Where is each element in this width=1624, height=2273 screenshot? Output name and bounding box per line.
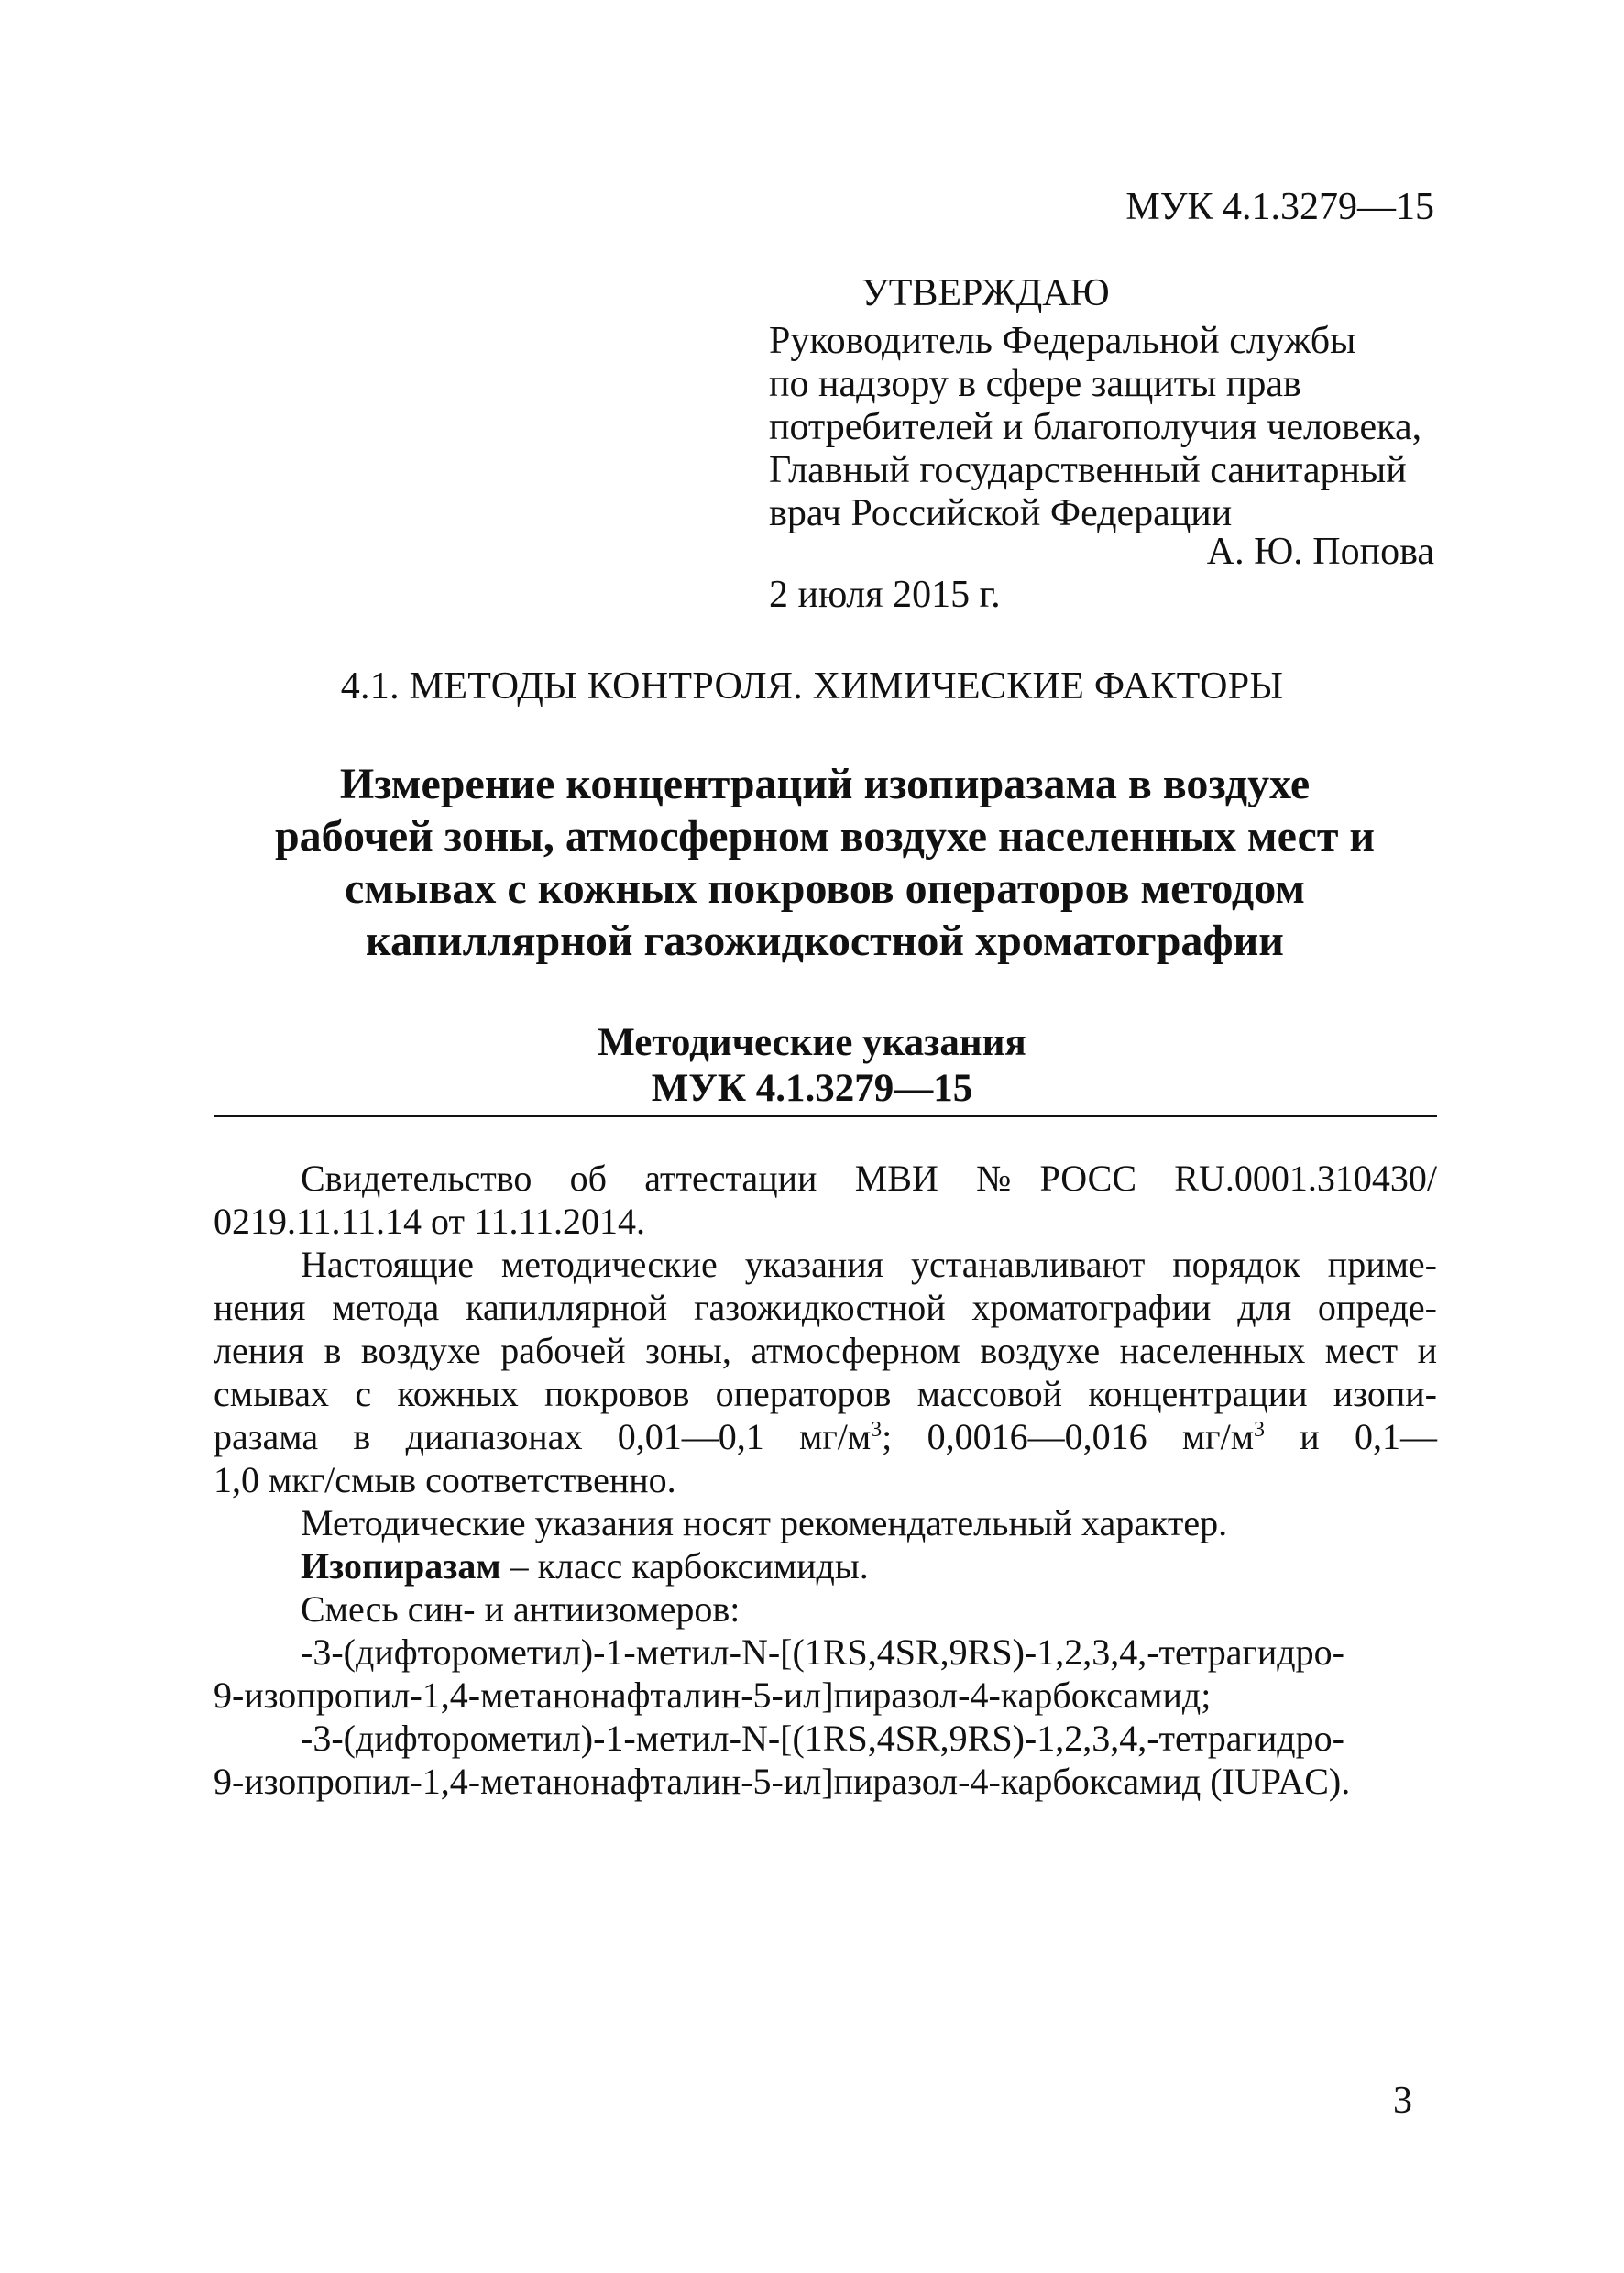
text-fragment: и 0,1— xyxy=(1265,1416,1437,1457)
paragraph-line: -3-(дифторометил)-1-метил-N-[(1RS,4SR,9RS)-1,2,3,4,-тетрагидро- xyxy=(301,1718,1344,1759)
document-type-code: МУК 4.1.3279—15 xyxy=(651,1067,973,1110)
text-fragment: – класс карбоксимиды. xyxy=(500,1545,869,1587)
superscript: 3 xyxy=(1254,1418,1266,1442)
title-line: смывах с кожных покровов операторов методом xyxy=(344,864,1305,913)
paragraph-line: 1,0 мкг/смыв соответственно. xyxy=(214,1459,676,1500)
approval-line: по надзору в сфере защиты прав xyxy=(769,363,1301,405)
approval-line: врач Российской Федерации xyxy=(769,492,1233,534)
signer-name: А. Ю. Попова xyxy=(1206,531,1434,573)
paragraph-line: Смесь син- и антиизомеров: xyxy=(301,1588,741,1630)
title-line: Измерение концентраций изопиразама в воздухе xyxy=(339,760,1311,808)
approval-line: Главный государственный санитарный xyxy=(769,449,1407,491)
paragraph-line: 9-изопропил-1,4-метанонафталин-5-ил]пиразол-4-карбоксамид (IUPAC). xyxy=(214,1761,1351,1802)
title-line: рабочей зоны, атмосферном воздухе населенных мест и xyxy=(274,812,1376,861)
paragraph-line: смывах с кожных покровов операторов массовой концентрации изопи- xyxy=(214,1373,1437,1414)
section-heading: 4.1. МЕТОДЫ КОНТРОЛЯ. ХИМИЧЕСКИЕ ФАКТОРЫ xyxy=(340,665,1284,708)
approval-line: Руководитель Федеральной службы xyxy=(769,320,1356,362)
approval-heading: УТВЕРЖДАЮ xyxy=(861,272,1110,314)
text-fragment: ; 0,0016—0,016 мг/м xyxy=(882,1416,1255,1457)
approval-date: 2 июля 2015 г. xyxy=(769,574,1001,616)
paragraph-line: нения метода капиллярной газожидкостной хроматографии для опреде- xyxy=(214,1287,1437,1328)
paragraph-line: 9-изопропил-1,4-метанонафталин-5-ил]пиразол-4-карбоксамид; xyxy=(214,1675,1212,1716)
paragraph-line: Настоящие методические указания устанавливают порядок приме- xyxy=(301,1244,1437,1285)
certificate-line: 0219.11.11.14 от 11.11.2014. xyxy=(214,1201,646,1242)
document-code: МУК 4.1.3279—15 xyxy=(1125,186,1434,228)
title-line: капиллярной газожидкостной хроматографии xyxy=(366,917,1284,965)
superscript: 3 xyxy=(871,1418,883,1442)
paragraph-line xyxy=(301,1544,869,1587)
approval-line: потребителей и благополучия человека, xyxy=(769,406,1422,448)
paragraph-line: -3-(дифторометил)-1-метил-N-[(1RS,4SR,9RS)-1,2,3,4,-тетрагидро- xyxy=(301,1631,1344,1673)
substance-name: Изопиразам xyxy=(301,1545,501,1587)
paragraph-line: Методические указания носят рекомендательный характер. xyxy=(301,1502,1228,1543)
page-number: 3 xyxy=(1393,2080,1412,2122)
text-fragment: разама в диапазонах 0,01—0,1 мг/м xyxy=(214,1416,872,1457)
document-type xyxy=(0,1020,1624,1112)
paragraph-line: ления в воздухе рабочей зоны, атмосферном воздухе населенных мест и xyxy=(214,1330,1437,1371)
document-title xyxy=(183,758,1466,967)
paragraph-line xyxy=(214,1415,1437,1458)
document-type-label: Методические указания xyxy=(598,1021,1026,1064)
certificate-line: Свидетельство об аттестации МВИ №РОСС RU.0001.310430/ xyxy=(301,1158,1437,1199)
horizontal-rule xyxy=(214,1115,1437,1117)
